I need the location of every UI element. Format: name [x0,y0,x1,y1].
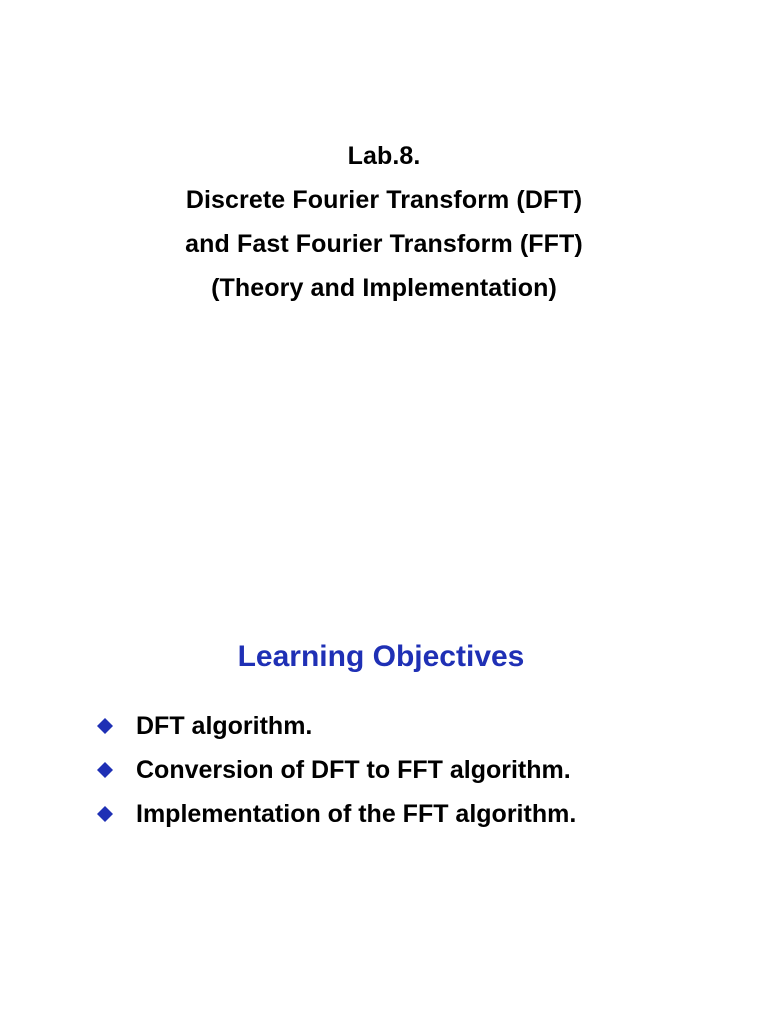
title-line-subtitle: (Theory and Implementation) [211,274,557,302]
objective-text: Implementation of the FFT algorithm. [136,800,577,828]
lab-number: Lab.8. [347,142,421,170]
objectives-list [96,704,576,836]
list-item [96,704,576,748]
diamond-bullet-icon [96,761,114,779]
list-item [96,748,576,792]
diamond-bullet-icon [96,717,114,735]
objective-text: Conversion of DFT to FFT algorithm. [136,756,571,784]
learning-objectives-heading: Learning Objectives [237,640,525,673]
list-item [96,792,576,836]
diamond-bullet-icon [96,805,114,823]
objective-text: DFT algorithm. [136,712,313,740]
title-line-dft: Discrete Fourier Transform (DFT) [185,186,583,214]
title-block [0,134,768,310]
title-line-fft: and Fast Fourier Transform (FFT) [185,230,583,258]
